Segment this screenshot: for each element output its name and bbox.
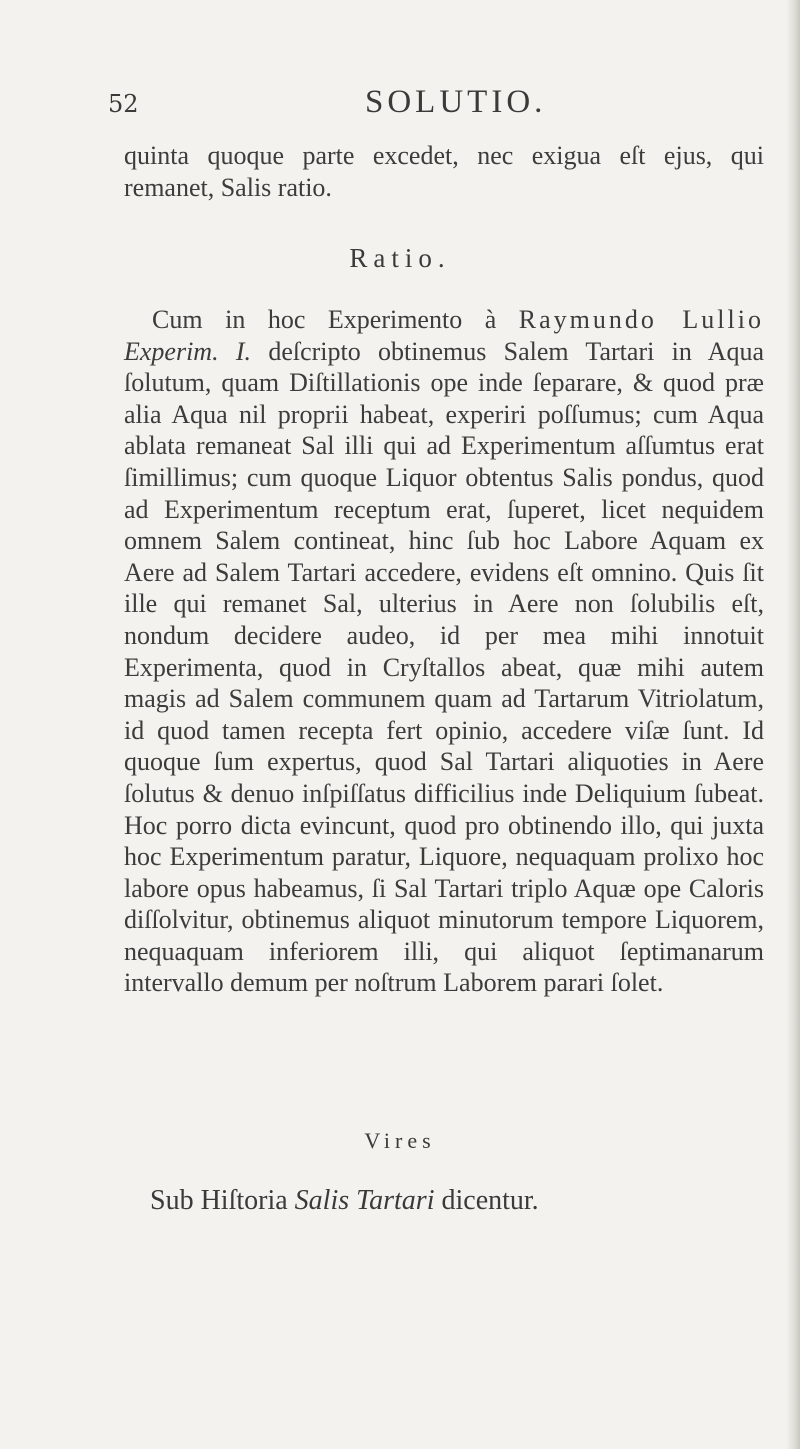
paragraph-ratio: [124, 304, 764, 999]
page-edge-shadow: [786, 0, 800, 1449]
closing-line: [150, 1185, 539, 1217]
section-heading-ratio: Ratio.: [349, 243, 451, 273]
paragraph-text-segment: deſcripto obtinemus Salem Tartari in Aqua ſolutum, quam Diſtillationis ope inde ſeparare, & quod præ alia Aqua nil proprii habeat, experiri poſſumus; cum Aqua ablata remaneat Sal illi qui ad Experimentum aſſumtus erat ſimillimus; cum quoque Liquor obtentus Salis pondus, quod ad Experimentum receptum erat, ſuperet, licet nequidem omnem Salem contineat, hinc ſub hoc Labore Aquam ex Aere ad Salem Tartari accedere, evidens eſt omnino. Quis ſit ille qui remanet Sal, ulterius in Aere non ſolubilis eſt, nondum decidere audeo, id per mea mihi innotuit Experimenta, quod in Cryſtallos abeat, quæ mihi autem magis ad Salem communem quam ad Tartarum Vitriolatum, id quod tamen recepta fert opinio, accedere viſæ ſunt. Id quoque ſum expertus, quod Sal Tartari aliquoties in Aere ſolutus & denuo inſpiſſatus difficilius inde Deliquium ſubeat. Hoc porro dicta evincunt, quod pro obtinendo illo, qui juxta hoc Experimentum paratur, Liquore, nequaquam prolixo hoc labore opus habeamus, ſi Sal Tartari triplo Aquæ ope Caloris diſſolvitur, obtinemus aliquot minutorum tempore Liquorem, nequaquam inferiorem illi, qui aliquot ſeptimanarum intervallo demum per noſtrum Laborem parari ſolet.: [124, 336, 764, 998]
closing-text: Sub Hiſtoria: [150, 1185, 295, 1216]
closing-italic-term: Salis Tartari: [294, 1185, 435, 1216]
section-heading-vires: Vires: [364, 1128, 436, 1153]
paragraph-text-segment: Cum in hoc Experimento à: [152, 305, 519, 334]
page-number: 52: [108, 90, 139, 118]
author-name: Raymundo Lullio: [518, 305, 764, 334]
closing-text: dicentur.: [434, 1185, 539, 1216]
paragraph-continuation: quinta quoque parte excedet, nec exigua eſt ejus, qui remanet, Salis ratio.: [124, 141, 764, 202]
experiment-reference: Experim. I.: [124, 336, 252, 366]
running-head: SOLUTIO.: [365, 84, 547, 120]
